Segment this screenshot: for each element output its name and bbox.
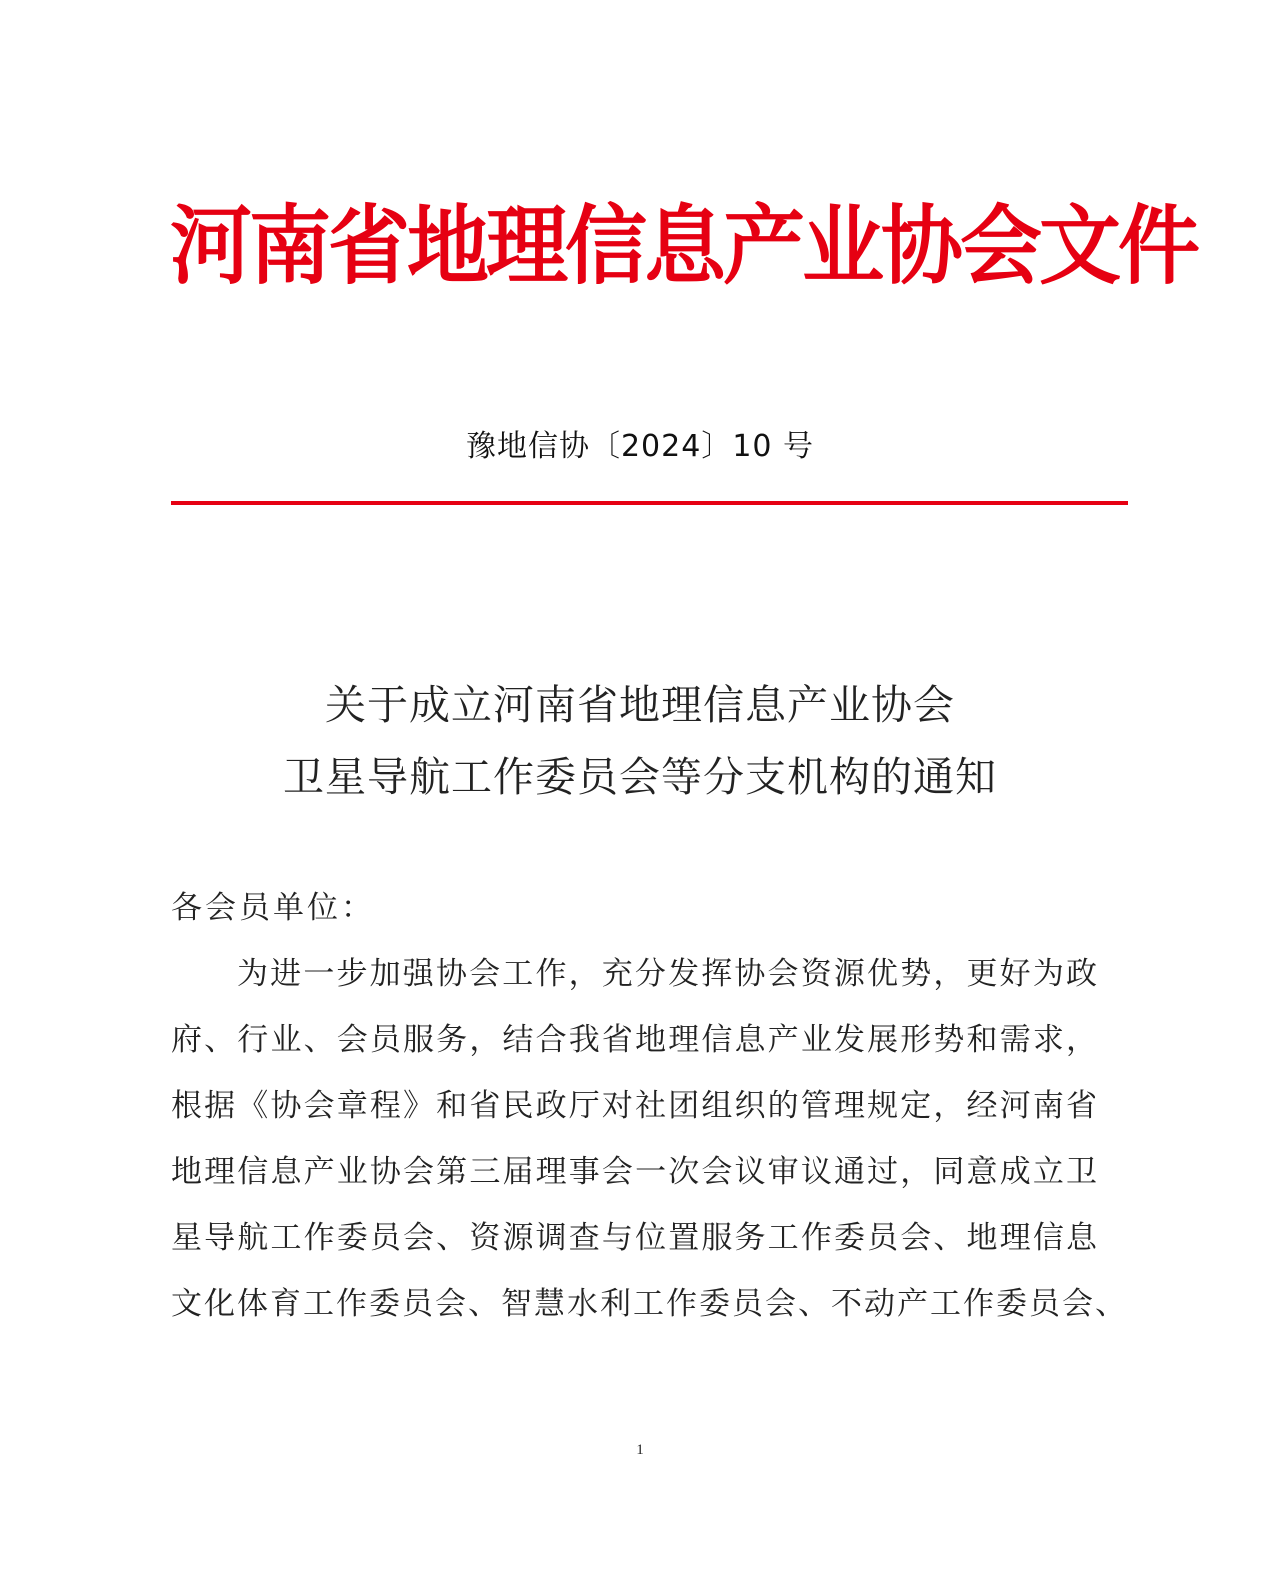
paragraph-line: 星导航工作委员会、资源调查与位置服务工作委员会、地理信息 [171,1220,1099,1256]
paragraph-line: 地理信息产业协会第三届理事会一次会议审议通过，同意成立卫 [171,1154,1099,1190]
document-number: 豫地信协〔2024〕10 号 [465,429,815,464]
salutation: 各会员单位： [171,890,375,926]
notice-title-line-1: 关于成立河南省地理信息产业协会 [325,681,955,729]
red-divider-line [171,501,1128,505]
paragraph-line: 为进一步加强协会工作，充分发挥协会资源优势，更好为政 [237,956,1099,992]
paragraph-line: 根据《协会章程》和省民政厅对社团组织的管理规定，经河南省 [171,1088,1099,1124]
organization-header-title: 河南省地理信息产业协会文件 [170,195,1198,297]
paragraph-line: 文化体育工作委员会、智慧水利工作委员会、不动产工作委员会、 [171,1286,1128,1322]
notice-title-line-2: 卫星导航工作委员会等分支机构的通知 [283,753,997,801]
paragraph-line: 府、行业、会员服务，结合我省地理信息产业发展形势和需求， [171,1022,1099,1058]
page-number: 1 [636,1442,644,1458]
